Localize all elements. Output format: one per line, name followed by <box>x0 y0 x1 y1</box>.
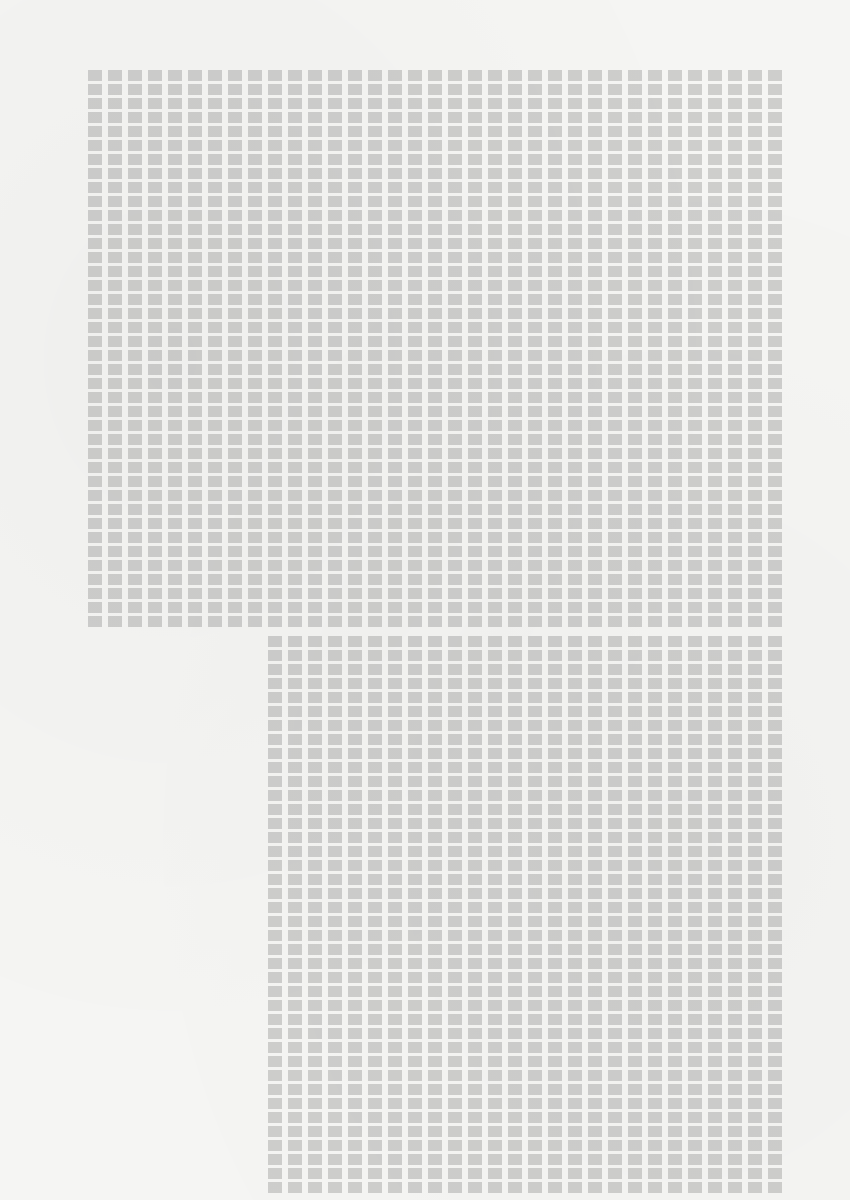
text-column <box>548 70 562 630</box>
text-column <box>428 636 442 1196</box>
text-block-lower <box>62 636 782 1196</box>
text-column <box>348 636 362 1196</box>
text-column <box>648 636 662 1196</box>
text-column <box>508 70 522 630</box>
text-column <box>448 636 462 1196</box>
text-column <box>408 636 422 1196</box>
text-column <box>688 636 702 1196</box>
text-column <box>388 70 402 630</box>
text-column <box>428 70 442 630</box>
text-column <box>368 636 382 1196</box>
text-column <box>768 70 782 630</box>
text-column <box>168 70 182 630</box>
text-column <box>568 70 582 630</box>
text-column <box>528 636 542 1196</box>
text-column <box>488 70 502 630</box>
text-column <box>728 636 742 1196</box>
text-column <box>308 70 322 630</box>
text-column <box>628 70 642 630</box>
text-column <box>728 70 742 630</box>
text-block-upper <box>62 70 782 630</box>
text-column <box>528 70 542 630</box>
text-column <box>748 636 762 1196</box>
text-column <box>588 70 602 630</box>
text-column <box>408 70 422 630</box>
text-column <box>548 636 562 1196</box>
text-column <box>668 636 682 1196</box>
text-column <box>608 636 622 1196</box>
text-column <box>188 70 202 630</box>
text-column <box>208 70 222 630</box>
text-column <box>708 636 722 1196</box>
text-column <box>448 70 462 630</box>
text-column <box>108 70 122 630</box>
text-column <box>628 636 642 1196</box>
text-column <box>708 70 722 630</box>
text-column <box>688 70 702 630</box>
text-column <box>368 70 382 630</box>
text-column <box>228 70 242 630</box>
text-column <box>308 636 322 1196</box>
text-column <box>608 70 622 630</box>
text-column <box>568 636 582 1196</box>
text-column <box>348 70 362 630</box>
text-column <box>148 70 162 630</box>
text-column <box>288 636 302 1196</box>
text-column <box>268 636 282 1196</box>
text-column <box>88 70 102 630</box>
text-column <box>508 636 522 1196</box>
text-column <box>588 636 602 1196</box>
text-column <box>388 636 402 1196</box>
text-column <box>328 70 342 630</box>
text-column <box>748 70 762 630</box>
text-column <box>468 636 482 1196</box>
text-column <box>128 70 142 630</box>
text-column <box>648 70 662 630</box>
text-column <box>288 70 302 630</box>
text-column <box>488 636 502 1196</box>
text-column <box>468 70 482 630</box>
text-column <box>248 70 262 630</box>
text-column <box>328 636 342 1196</box>
text-column <box>268 70 282 630</box>
text-column <box>768 636 782 1196</box>
text-column <box>668 70 682 630</box>
